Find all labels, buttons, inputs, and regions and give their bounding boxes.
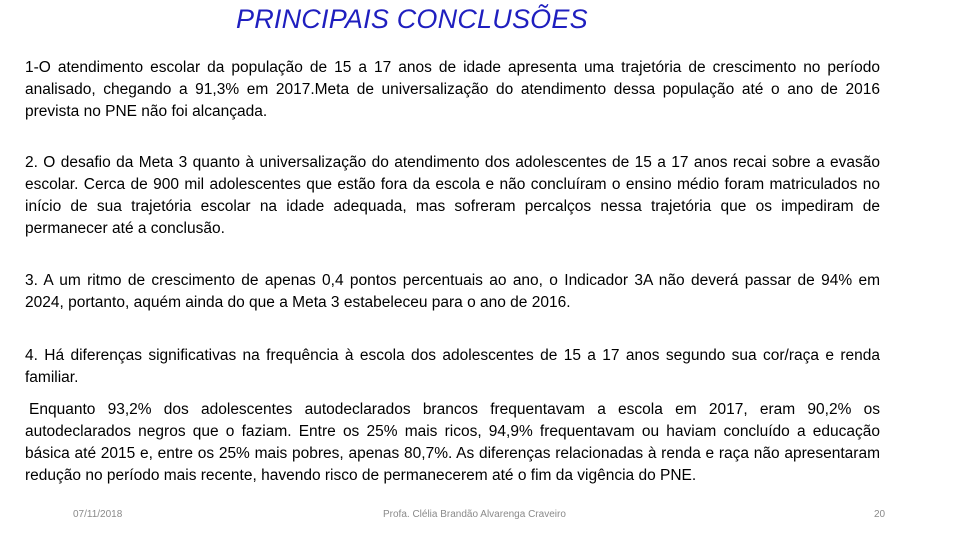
conclusion-paragraph-1: 1-O atendimento escolar da população de 15 a 17 anos de idade apresenta uma trajetória de crescimento no período analisado, chegando a 91,3% em 2017.Meta de universalização do atendimento dessa população até o ano de 2016 prevista no PNE não foi alcançada. <box>25 59 880 120</box>
footer-page-number: 20 <box>874 509 886 520</box>
conclusion-paragraph-4-detail: Enquanto 93,2% dos adolescentes autodeclarados brancos frequentavam a escola em 2017, eram 90,2% os autodeclarados negros que o faziam. Entre os 25% mais ricos, 94,9% frequentavam ou haviam concluído a educação básica até 2015 e, entre os 25% mais pobres, apenas 80,7%. As diferenças relacionadas à renda e raça não apresentaram redução no período mais recente, havendo risco de permanecerem até o fim da vigência do PNE. <box>25 401 880 484</box>
footer-date: 07/11/2018 <box>73 509 123 520</box>
footer-author: Profa. Clélia Brandão Alvarenga Craveiro <box>383 509 566 520</box>
conclusion-paragraph-2: 2. O desafio da Meta 3 quanto à universalização do atendimento dos adolescentes de 15 a 17 anos recai sobre a evasão escolar. Cerca de 900 mil adolescentes que estão fora da escola e não concluíram o ensino médio foram matriculados no início de sua trajetória escolar na idade adequada, mas sofreram percalços nessa trajetória que os impediram de permanecer até a conclusão. <box>25 154 880 237</box>
conclusion-paragraph-4: 4. Há diferenças significativas na frequência à escola dos adolescentes de 15 a 17 anos segundo sua cor/raça e renda familiar. <box>25 347 880 386</box>
conclusion-paragraph-3: 3. A um ritmo de crescimento de apenas 0,4 pontos percentuais ao ano, o Indicador 3A não deverá passar de 94% em 2024, portanto, aquém ainda do que a Meta 3 estabeleceu para o ano de 2016. <box>25 272 880 311</box>
slide-title: PRINCIPAIS CONCLUSÕES <box>236 4 588 34</box>
